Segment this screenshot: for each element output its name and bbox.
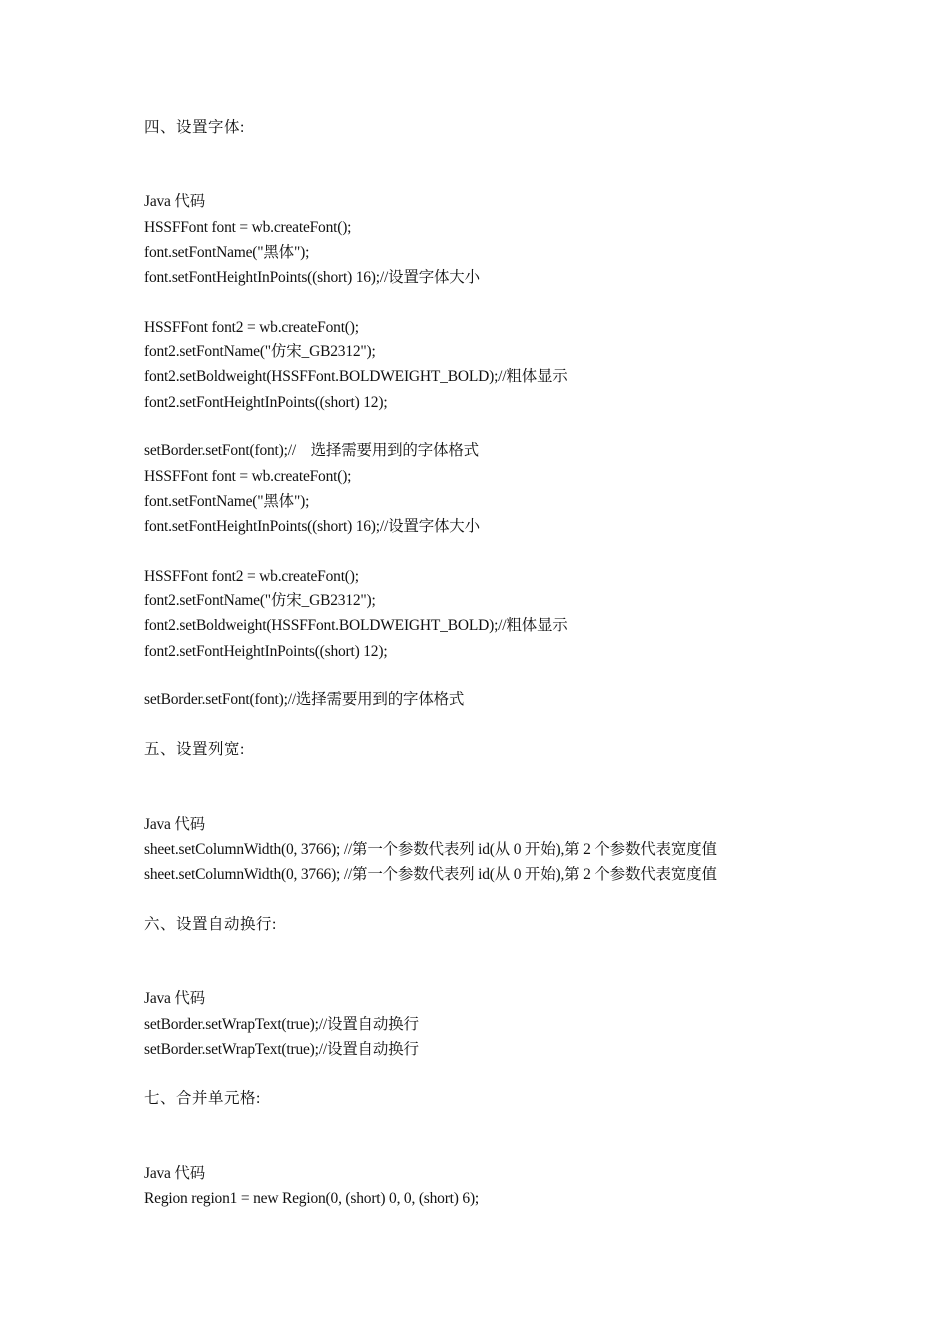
code-line: setBorder.setWrapText(true);//设置自动换行 — [144, 1016, 419, 1033]
code-line: font2.setFontName("仿宋_GB2312"); — [144, 343, 376, 360]
code-label: Java 代码 — [144, 193, 206, 210]
code-line: setBorder.setWrapText(true);//设置自动换行 — [144, 1041, 419, 1058]
code-line: font2.setFontName("仿宋_GB2312"); — [144, 592, 376, 609]
code-line: HSSFFont font = wb.createFont(); — [144, 219, 352, 236]
section-heading-wrap-text: 六、设置自动换行: — [144, 916, 277, 933]
code-line: font2.setFontHeightInPoints((short) 12); — [144, 394, 388, 411]
code-line: sheet.setColumnWidth(0, 3766); //第一个参数代表列 id(从 0 开始),第 2 个参数代表宽度值 — [144, 866, 717, 883]
code-line: font2.setFontHeightInPoints((short) 12); — [144, 643, 388, 660]
section-heading-font: 四、设置字体: — [144, 119, 245, 136]
code-line: font2.setBoldweight(HSSFFont.BOLDWEIGHT_BOLD);//粗体显示 — [144, 617, 568, 634]
code-label: Java 代码 — [144, 1165, 206, 1182]
code-line: setBorder.setFont(font);// 选择需要用到的字体格式 — [144, 442, 479, 459]
code-line: Region region1 = new Region(0, (short) 0, 0, (short) 6); — [144, 1190, 480, 1207]
section-heading-merge-cells: 七、合并单元格: — [144, 1090, 261, 1107]
code-label: Java 代码 — [144, 990, 206, 1007]
code-line: font2.setBoldweight(HSSFFont.BOLDWEIGHT_BOLD);//粗体显示 — [144, 368, 568, 385]
code-line: setBorder.setFont(font);//选择需要用到的字体格式 — [144, 691, 465, 708]
code-line: font.setFontName("黑体"); — [144, 493, 310, 510]
code-line: font.setFontName("黑体"); — [144, 244, 310, 261]
code-label: Java 代码 — [144, 816, 206, 833]
code-line: HSSFFont font2 = wb.createFont(); — [144, 568, 359, 585]
code-line: font.setFontHeightInPoints((short) 16);//设置字体大小 — [144, 269, 480, 286]
code-line: sheet.setColumnWidth(0, 3766); //第一个参数代表列 id(从 0 开始),第 2 个参数代表宽度值 — [144, 841, 717, 858]
section-heading-column-width: 五、设置列宽: — [144, 741, 245, 758]
code-line: HSSFFont font2 = wb.createFont(); — [144, 319, 359, 336]
code-line: HSSFFont font = wb.createFont(); — [144, 468, 352, 485]
code-line: font.setFontHeightInPoints((short) 16);//设置字体大小 — [144, 518, 480, 535]
